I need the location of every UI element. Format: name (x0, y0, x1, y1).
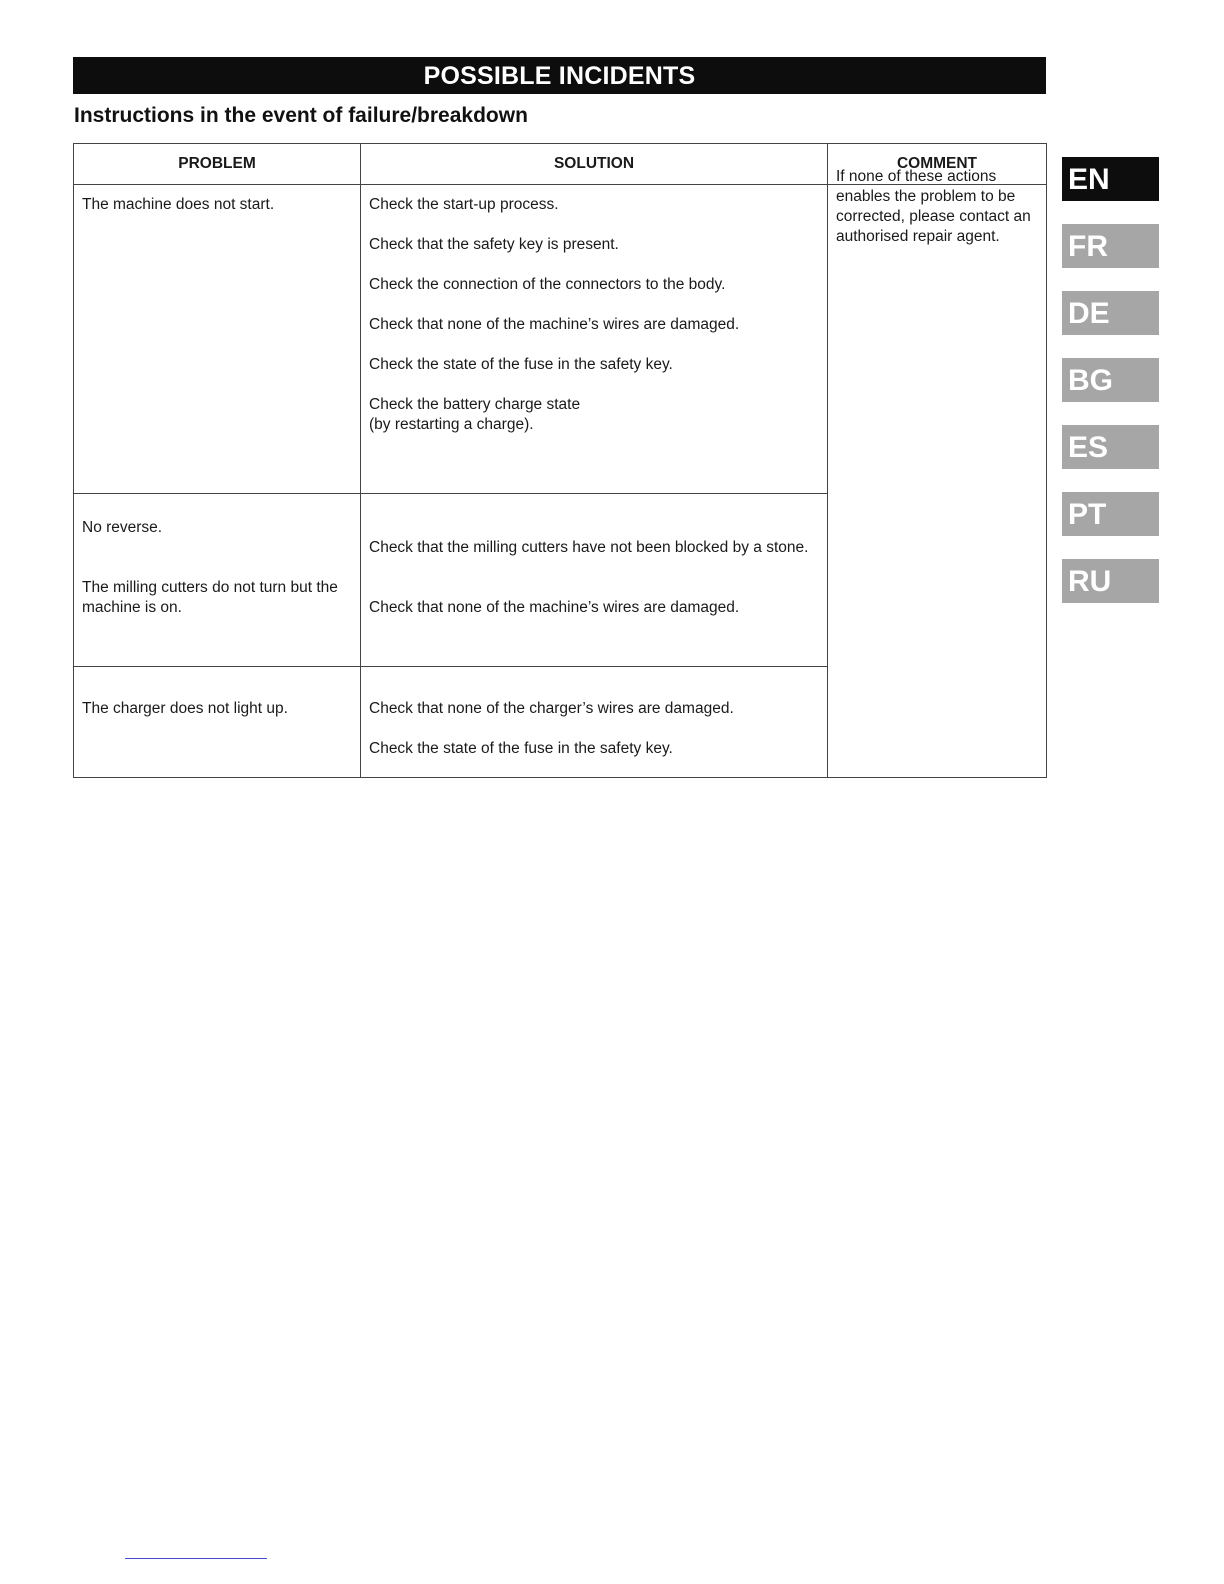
solution-text: Check the battery charge state (369, 396, 581, 413)
header-comment: COMMENT (828, 144, 1047, 185)
solution-text: (by restarting a charge). (369, 416, 534, 433)
lang-tab-label: DE (1068, 297, 1110, 330)
solution-text: Check that none of the machine’s wires are damaged. (369, 316, 740, 333)
solution-text: Check the state of the fuse in the safety key. (369, 356, 673, 373)
lang-tab-ru[interactable] (1062, 559, 1159, 603)
solution-cell (361, 494, 828, 667)
solution-text: Check the start-up process. (369, 196, 559, 213)
lang-tab-label: BG (1068, 364, 1113, 397)
table-row (74, 185, 1047, 494)
problem-text: The charger does not light up. (82, 700, 288, 717)
problem-text: The machine does not start. (82, 196, 275, 213)
lang-tab-de[interactable] (1062, 291, 1159, 335)
header-solution: SOLUTION (361, 144, 828, 185)
section-subtitle: Instructions in the event of failure/breakdown (74, 104, 528, 127)
problem-cell (74, 494, 361, 667)
problem-text: The milling cutters do not turn but the machine is on. (82, 579, 338, 616)
incidents-table (73, 143, 1047, 778)
page-title: POSSIBLE INCIDENTS (423, 62, 696, 90)
lang-tab-es[interactable] (1062, 425, 1159, 469)
problem-text: No reverse. (82, 519, 163, 536)
problem-cell (74, 667, 361, 778)
solution-text: Check the state of the fuse in the safety key. (369, 740, 673, 757)
lang-tab-label: EN (1068, 163, 1110, 196)
solution-text: Check that the safety key is present. (369, 236, 619, 253)
lang-tab-label: PT (1068, 498, 1107, 531)
solution-text: Check that none of the charger’s wires are damaged. (369, 700, 734, 717)
solution-text: Check that none of the machine’s wires are damaged. (369, 599, 740, 616)
lang-tab-label: RU (1068, 565, 1112, 598)
problem-cell (74, 185, 361, 494)
solution-cell (361, 185, 828, 494)
lang-tab-pt[interactable] (1062, 492, 1159, 536)
header-problem: PROBLEM (74, 144, 361, 185)
footer-divider (125, 1558, 267, 1559)
language-tabs (1062, 157, 1159, 626)
solution-text: Check the connection of the connectors to the body. (369, 276, 726, 293)
lang-tab-bg[interactable] (1062, 358, 1159, 402)
lang-tab-label: FR (1068, 230, 1108, 263)
lang-tab-label: ES (1068, 431, 1109, 464)
comment-cell (828, 168, 1047, 778)
lang-tab-fr[interactable] (1062, 224, 1159, 268)
page-title-bar (73, 57, 1046, 94)
solution-text: Check that the milling cutters have not been blocked by a stone. (369, 539, 809, 556)
solution-cell (361, 667, 828, 778)
comment-text: If none of these actions enables the problem to be corrected, please contact an authorised repair agent. (836, 168, 1031, 245)
lang-tab-en[interactable] (1062, 157, 1159, 201)
